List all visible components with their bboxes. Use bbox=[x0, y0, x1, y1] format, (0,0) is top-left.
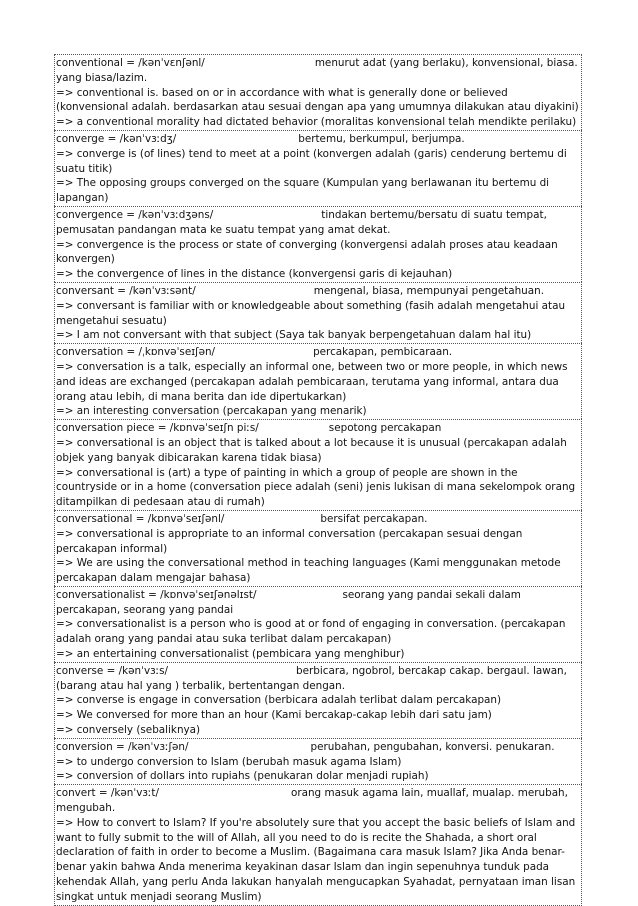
entry-example: => conversational is an object that is talked about a lot because it is unusual (percakapan adalah objek yang banyak dibicarakan karena tidak biasa) bbox=[56, 436, 567, 464]
dictionary-entry bbox=[54, 586, 582, 662]
entry-headword bbox=[56, 588, 580, 618]
entry-term: convert = /kənˈvɜːt/ bbox=[56, 787, 159, 800]
entry-headword bbox=[56, 512, 580, 527]
entry-example: => a conventional morality had dictated behavior (moralitas konvensional telah mendikte perilaku) bbox=[56, 116, 577, 129]
entry-example: => We conversed for more than an hour (Kami bercakap-cakap lebih dari satu jam) bbox=[56, 709, 492, 722]
entry-meaning: bertemu, berkumpul, berjumpa. bbox=[298, 132, 465, 145]
entry-example: => converse is engage in conversation (berbicara adalah terlibat dalam percakapan) bbox=[56, 694, 502, 707]
dictionary-entry bbox=[54, 206, 582, 282]
dictionary-entry bbox=[54, 419, 582, 510]
entry-headword bbox=[56, 421, 580, 436]
dictionary-entry bbox=[54, 510, 582, 586]
dictionary-entry bbox=[54, 54, 582, 130]
entry-meaning: sepotong percakapan bbox=[328, 422, 442, 435]
dictionary-entry bbox=[54, 282, 582, 343]
entry-example: => converge is (of lines) tend to meet at a point (konvergen adalah (garis) cenderung bertemu di suatu titik) bbox=[56, 147, 567, 175]
entry-example: => conversationalist is a person who is good at or fond of engaging in conversation. (percakapan adalah orang yang pandai atau suka terlibat dalam percakapan) bbox=[56, 618, 566, 646]
dictionary-entry bbox=[54, 738, 582, 784]
entry-term: conversation = /ˌkɒnvəˈseɪʃən/ bbox=[56, 346, 216, 359]
entry-term: conversation piece = /kɒnvəˈseɪʃn piːs/ bbox=[56, 422, 259, 435]
entry-meaning: berbicara, ngobrol, bercakap cakap. bergaul. lawan, (barang atau hal yang ) terbalik, bertentangan dengan. bbox=[56, 664, 567, 692]
dictionary-entry bbox=[54, 784, 582, 905]
entry-term: conversationalist = /kɒnvəˈseɪʃənəlɪst/ bbox=[56, 588, 257, 601]
entry-meaning: mengenal, biasa, mempunyai pengetahuan. bbox=[313, 284, 545, 297]
entry-meaning: bersifat percakapan. bbox=[320, 512, 428, 525]
entry-example: => an entertaining conversationalist (pembicara yang menghibur) bbox=[56, 648, 405, 661]
entry-headword bbox=[56, 740, 580, 755]
entry-meaning: tindakan bertemu/bersatu di suatu tempat, pemusatan pandangan mata ke suatu tempat yang amat dekat. bbox=[56, 208, 547, 236]
entry-example: => We are using the conversational method in teaching languages (Kami menggunakan metode percakapan dalam mengajar bahasa) bbox=[56, 557, 561, 585]
entry-term: convergence = /kənˈvɜːdʒəns/ bbox=[56, 208, 214, 221]
entry-example: => I am not conversant with that subject (Saya tak banyak berpengetahuan dalam hal itu) bbox=[56, 329, 532, 342]
entry-example: => conversely (sebaliknya) bbox=[56, 724, 201, 737]
entry-example: => an interesting conversation (percakapan yang menarik) bbox=[56, 405, 367, 418]
entry-headword bbox=[56, 208, 580, 238]
entry-headword bbox=[56, 786, 580, 816]
entry-term: conversational = /kɒnvəˈseɪʃənl/ bbox=[56, 512, 225, 525]
dictionary-entry bbox=[54, 662, 582, 738]
entry-headword bbox=[56, 345, 580, 360]
entry-example: => convergence is the process or state of converging (konvergensi adalah proses atau keadaan konvergen) bbox=[56, 238, 558, 266]
entry-meaning: menurut adat (yang berlaku), konvensional, biasa. yang biasa/lazim. bbox=[56, 57, 578, 84]
entry-example: => conversation is a talk, especially an informal one, between two or more people, in which news and ideas are exchanged (percakapan adalah pembicaraan, terutama yang informal, antara dua orang atau lebih, di mana berita dan ide dipertukarkan) bbox=[56, 360, 568, 403]
entry-example: => conversational is appropriate to an informal conversation (percakapan sesuai dengan percakapan informal) bbox=[56, 527, 523, 555]
entry-headword bbox=[56, 132, 580, 147]
dictionary-entry bbox=[54, 343, 582, 419]
entry-term: converge = /kənˈvɜːdʒ/ bbox=[56, 132, 177, 145]
entry-example: => to undergo conversion to Islam (berubah masuk agama Islam) bbox=[56, 755, 402, 768]
entry-term: converse = /kənˈvɜːs/ bbox=[56, 664, 169, 677]
entry-example: => The opposing groups converged on the square (Kumpulan yang berlawanan itu bertemu di lapangan) bbox=[56, 177, 550, 205]
entry-term: conventional = /kənˈvɛnʃənl/ bbox=[56, 57, 205, 69]
entry-example: => conventional is. based on or in accordance with what is generally done or believed (konvensional adalah. berdasarkan atau sesuai dengan apa yang umumnya dilakukan atau diyakini) bbox=[56, 86, 579, 114]
dictionary-entry bbox=[54, 130, 582, 206]
entry-meaning: perubahan, pengubahan, konversi. penukaran. bbox=[310, 740, 555, 753]
entry-example: => the convergence of lines in the distance (konvergensi garis di kejauhan) bbox=[56, 268, 453, 281]
entry-example: => How to convert to Islam? If you're absolutely sure that you accept the basic beliefs of Islam and want to fully submit to the will of Allah, all you need to do is recite the Shahada, a short oral declaration of faith in order to become a Muslim. (Bagaimana cara masuk Islam? Jika Anda benar-benar yakin bahwa Anda menerima keyakinan dasar Islam dan ingin sepenuhnya tunduk pada kehendak Allah, yang perlu Anda lakukan hanyalah mengucapkan Syahadat, pernyataan iman lisan singkat untuk menjadi seorang Muslim) bbox=[56, 816, 576, 903]
entry-headword bbox=[56, 284, 580, 299]
entry-meaning: seorang yang pandai sekali dalam percakapan, seorang yang pandai bbox=[56, 588, 521, 616]
entry-term: conversion = /kənˈvɜːʃən/ bbox=[56, 740, 189, 753]
dictionary-page bbox=[54, 54, 582, 906]
entry-headword bbox=[56, 664, 580, 694]
entry-example: => conversational is (art) a type of painting in which a group of people are shown in the countryside or in a home (conversation piece adalah (seni) jenis lukisan di mana sekelompok orang ditampilkan di pedesaan atau di rumah) bbox=[56, 466, 576, 509]
entry-headword bbox=[56, 56, 580, 86]
entry-example: => conversion of dollars into rupiahs (penukaran dolar menjadi rupiah) bbox=[56, 770, 429, 783]
entry-meaning: percakapan, pembicaraan. bbox=[313, 346, 453, 359]
entry-example: => conversant is familiar with or knowledgeable about something (fasih adalah mengetahui atau mengetahui sesuatu) bbox=[56, 299, 566, 327]
entry-meaning: orang masuk agama lain, muallaf, mualap. merubah, mengubah. bbox=[56, 787, 568, 815]
entry-term: conversant = /kənˈvɜːsənt/ bbox=[56, 284, 196, 297]
